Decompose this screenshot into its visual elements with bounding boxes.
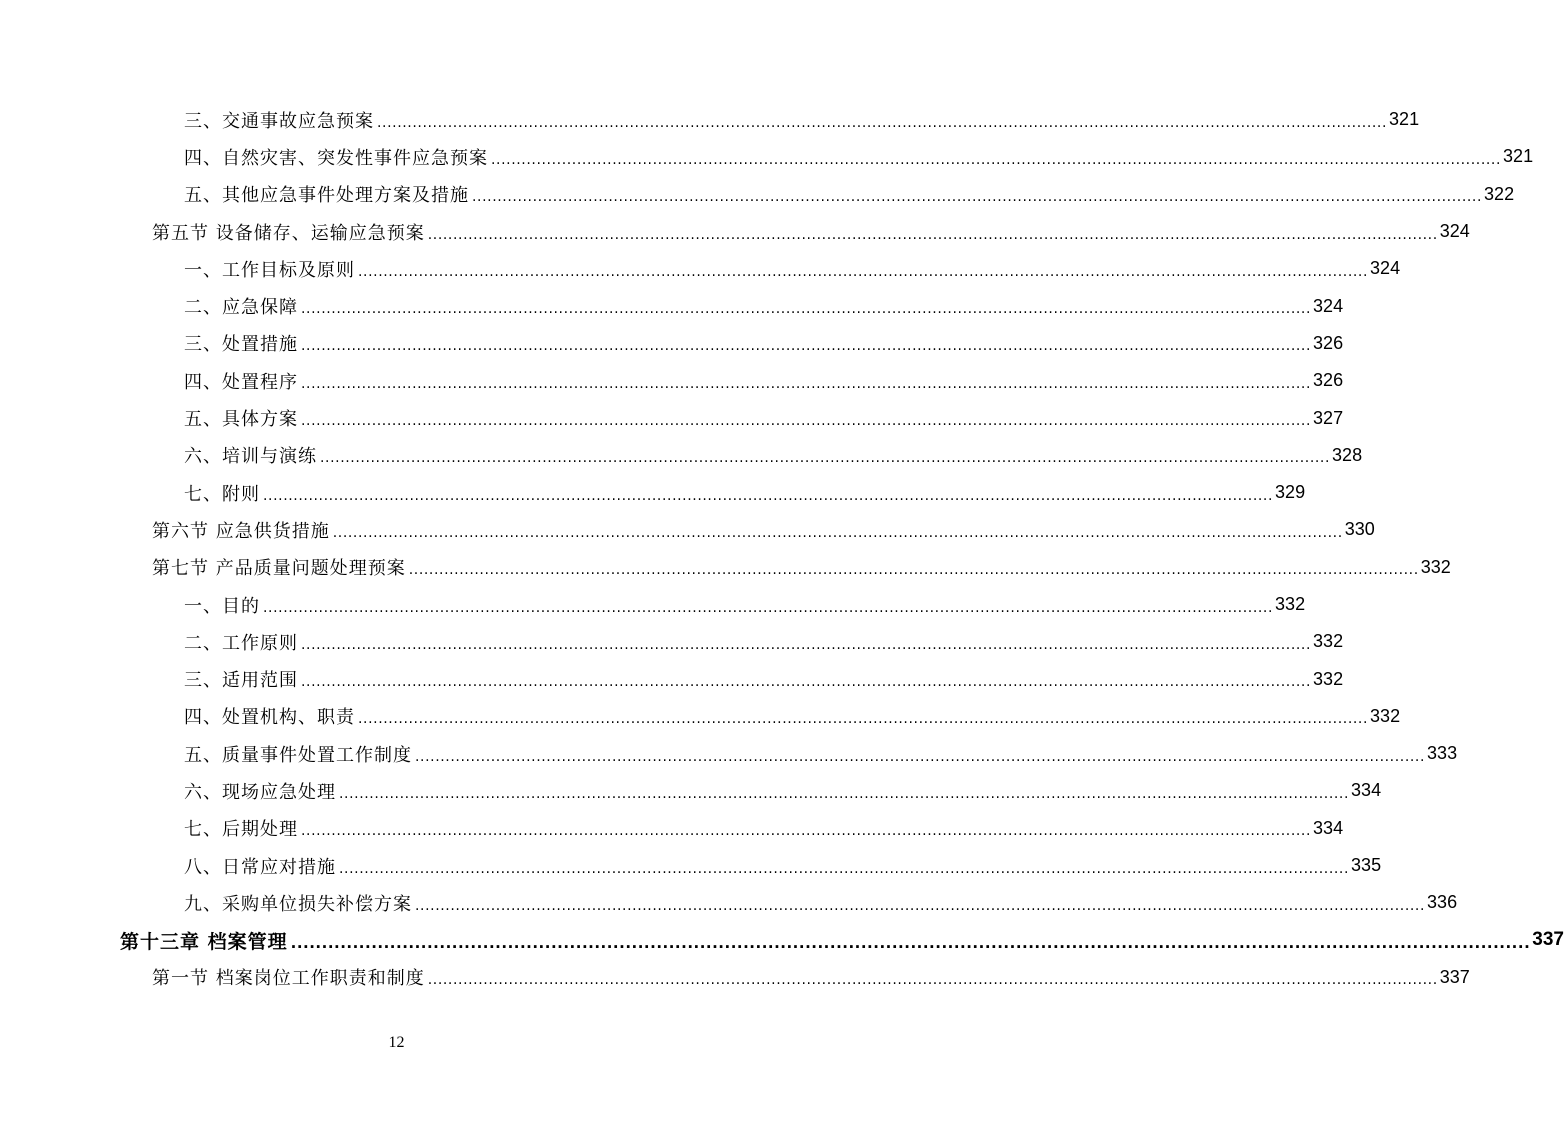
toc-entry-label: 七、附则 — [184, 483, 260, 505]
toc-entry-page: 324 — [1370, 258, 1401, 279]
toc-leader-dots: ........................................................................................................................................................................................................ — [427, 972, 1438, 989]
toc-entry[interactable] — [0, 325, 1344, 362]
toc-leader-dots: ........................................................................................................................................................................................................ — [290, 934, 1531, 953]
toc-leader-dots: ........................................................................................................................................................................................................ — [491, 151, 1502, 168]
toc-entry[interactable] — [0, 474, 1306, 511]
toc-entry-chapter[interactable] — [0, 922, 1564, 959]
toc-entry-section[interactable] — [0, 959, 1470, 996]
toc-entry-page: 337 — [1439, 966, 1470, 987]
toc-entry-page: 336 — [1427, 892, 1458, 913]
toc-entry-page: 321 — [1503, 146, 1534, 167]
toc-entry-page: 328 — [1332, 444, 1363, 465]
toc-entry[interactable] — [0, 623, 1344, 660]
toc-entry-page: 324 — [1313, 295, 1344, 316]
toc-entry-page: 335 — [1351, 855, 1382, 876]
toc-leader-dots: ........................................................................................................................................................................................................ — [301, 301, 1312, 318]
toc-entry-label: 六、培训与演练 — [184, 446, 317, 468]
toc-entry-page: 322 — [1484, 183, 1515, 204]
toc-entry-page: 333 — [1427, 743, 1458, 764]
toc-leader-dots: ........................................................................................................................................................................................................ — [415, 897, 1426, 914]
toc-entry[interactable] — [0, 437, 1363, 474]
toc-entry[interactable] — [0, 362, 1344, 399]
toc-entry[interactable] — [0, 698, 1401, 735]
toc-entry[interactable] — [0, 399, 1344, 436]
toc-entry[interactable] — [0, 735, 1458, 772]
toc-entry-label: 九、采购单位损失补偿方案 — [184, 893, 412, 915]
toc-entry-label: 五、具体方案 — [184, 409, 298, 431]
toc-entry-label: 三、处置措施 — [184, 334, 298, 356]
toc-leader-dots: ........................................................................................................................................................................................................ — [377, 114, 1388, 131]
toc-entry[interactable] — [0, 586, 1306, 623]
toc-entry[interactable] — [0, 847, 1382, 884]
toc-entry-page: 321 — [1389, 109, 1420, 130]
toc-entry[interactable] — [0, 138, 1534, 175]
toc-entry-page: 324 — [1439, 221, 1470, 242]
toc-entry-section[interactable] — [0, 213, 1470, 250]
toc-leader-dots: ........................................................................................................................................................................................................ — [263, 599, 1274, 616]
toc-entry-page: 334 — [1313, 817, 1344, 838]
toc-entry-label: 六、现场应急处理 — [184, 781, 336, 803]
toc-entry-page: 334 — [1351, 780, 1382, 801]
toc-entry-label: 第一节 档案岗位工作职责和制度 — [152, 968, 425, 990]
toc-leader-dots: ........................................................................................................................................................................................................ — [332, 524, 1343, 541]
toc-entry-label: 七、后期处理 — [184, 819, 298, 841]
toc-leader-dots: ........................................................................................................................................................................................................ — [301, 823, 1312, 840]
toc-entry-page: 326 — [1313, 370, 1344, 391]
toc-leader-dots: ........................................................................................................................................................................................................ — [358, 711, 1369, 728]
toc-leader-dots: ........................................................................................................................................................................................................ — [358, 263, 1369, 280]
toc-entry-label: 第七节 产品质量问题处理预案 — [152, 558, 406, 580]
toc-entry-page: 332 — [1420, 556, 1451, 577]
toc-entry[interactable] — [0, 660, 1344, 697]
toc-entry-label: 第五节 设备储存、运输应急预案 — [152, 222, 425, 244]
page-number: 12 — [388, 1034, 405, 1051]
toc-entry-page: 326 — [1313, 332, 1344, 353]
toc-entry-label: 四、处置机构、职责 — [184, 707, 355, 729]
toc-entry[interactable] — [0, 250, 1401, 287]
toc-entry[interactable] — [0, 176, 1515, 213]
toc-entry-page: 329 — [1275, 482, 1306, 503]
toc-entry[interactable] — [0, 772, 1382, 809]
toc-entry-label: 二、工作原则 — [184, 632, 298, 654]
toc-leader-dots: ........................................................................................................................................................................................................ — [301, 636, 1312, 653]
toc-entry-page: 327 — [1313, 407, 1344, 428]
toc-entry-page: 337 — [1532, 929, 1564, 951]
toc-entry-label: 第十三章 档案管理 — [120, 930, 288, 953]
toc-entry-label: 二、应急保障 — [184, 297, 298, 319]
table-of-contents — [0, 101, 1564, 996]
toc-leader-dots: ........................................................................................................................................................................................................ — [320, 450, 1331, 467]
toc-entry-label: 三、适用范围 — [184, 670, 298, 692]
toc-leader-dots: ........................................................................................................................................................................................................ — [408, 562, 1419, 579]
toc-entry-page: 332 — [1370, 705, 1401, 726]
toc-entry-label: 八、日常应对措施 — [184, 856, 336, 878]
toc-leader-dots: ........................................................................................................................................................................................................ — [339, 785, 1350, 802]
toc-entry-page: 332 — [1313, 631, 1344, 652]
toc-entry-label: 四、自然灾害、突发性事件应急预案 — [184, 147, 488, 169]
toc-entry[interactable] — [0, 101, 1420, 138]
toc-entry-page: 330 — [1344, 519, 1375, 540]
toc-leader-dots: ........................................................................................................................................................................................................ — [339, 860, 1350, 877]
toc-entry-label: 一、目的 — [184, 595, 260, 617]
toc-entry-label: 五、质量事件处置工作制度 — [184, 744, 412, 766]
toc-entry[interactable] — [0, 287, 1344, 324]
toc-entry[interactable] — [0, 810, 1344, 847]
toc-leader-dots: ........................................................................................................................................................................................................ — [263, 487, 1274, 504]
toc-entry-label: 四、处置程序 — [184, 371, 298, 393]
toc-leader-dots: ........................................................................................................................................................................................................ — [301, 338, 1312, 355]
toc-entry-section[interactable] — [0, 549, 1451, 586]
toc-entry-section[interactable] — [0, 511, 1375, 548]
toc-entry-page: 332 — [1313, 668, 1344, 689]
toc-leader-dots: ........................................................................................................................................................................................................ — [427, 226, 1438, 243]
toc-leader-dots: ........................................................................................................................................................................................................ — [301, 674, 1312, 691]
toc-entry-label: 第六节 应急供货措施 — [152, 520, 330, 542]
toc-leader-dots: ........................................................................................................................................................................................................ — [301, 375, 1312, 392]
toc-entry-page: 332 — [1275, 594, 1306, 614]
toc-leader-dots: ........................................................................................................................................................................................................ — [472, 189, 1483, 206]
toc-entry-label: 五、其他应急事件处理方案及措施 — [184, 185, 469, 207]
toc-leader-dots: ........................................................................................................................................................................................................ — [301, 413, 1312, 430]
toc-entry[interactable] — [0, 884, 1458, 921]
toc-entry-label: 三、交通事故应急预案 — [184, 110, 374, 132]
toc-leader-dots: ........................................................................................................................................................................................................ — [415, 748, 1426, 765]
toc-entry-label: 一、工作目标及原则 — [184, 259, 355, 281]
